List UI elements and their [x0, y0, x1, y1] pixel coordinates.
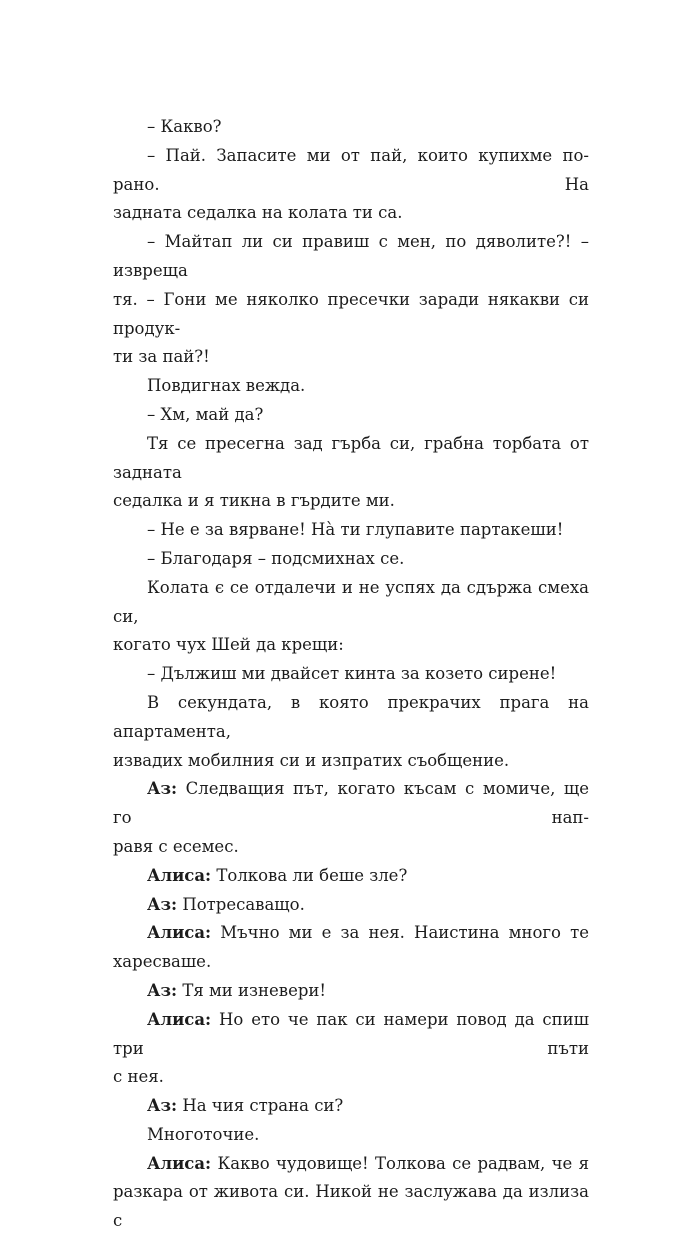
- message-text: Но ето че пак си намери повод да спиш три пъти: [113, 1009, 590, 1058]
- text-line: извадих мобилния си и изпратих съобщение.: [113, 750, 510, 770]
- text-line: – Майтап ли си правиш с мен, по дяволите?! – извреща: [113, 232, 589, 280]
- text-line: [113, 1006, 589, 1064]
- speaker-name: Аз:: [147, 894, 178, 914]
- text-line: В секундата, в която прекрачих прага на апартамента,: [113, 692, 589, 741]
- text-line: [113, 1150, 589, 1179]
- text-line: – Не е за вярване! Нà ти глупавите партакеши!: [147, 520, 564, 540]
- text-line: задната седалка на колата ти са.: [113, 203, 403, 223]
- message-text: Тя ми изневери!: [182, 980, 327, 1000]
- message-text: Потресаващо.: [182, 894, 305, 914]
- text-line: – Хм, май да?: [147, 404, 264, 424]
- message: [113, 1092, 589, 1121]
- paragraph: [113, 372, 589, 401]
- paragraph: [113, 228, 589, 372]
- text-line: тя. – Гони ме няколко пресечки заради някакви си продук-: [113, 289, 589, 338]
- message: [113, 775, 589, 861]
- text-line: седалка и я тикна в гърдите ми.: [113, 491, 395, 511]
- text-line: – Пай. Запасите ми от пай, които купихме по-рано. На: [113, 145, 589, 194]
- text-line: [113, 775, 589, 833]
- message-text: Мъчно ми е за нея. Наистина много те: [220, 923, 589, 943]
- text-line: [113, 919, 589, 948]
- speaker-name: Алиса:: [147, 1009, 212, 1029]
- text-line: [113, 891, 589, 920]
- text-line: Колата є се отдалечи и не успях да сдържа смеха си,: [113, 577, 589, 626]
- paragraph: [113, 401, 589, 430]
- paragraph: [113, 430, 589, 516]
- paragraph: [113, 516, 589, 545]
- speaker-name: Аз:: [147, 980, 178, 1000]
- paragraph: [113, 689, 589, 775]
- text-line: разкара от живота си. Никой не заслужава да излиза с: [113, 1182, 589, 1231]
- text-line: ти за пай?!: [113, 347, 210, 367]
- paragraph: [113, 660, 589, 689]
- book-page: [113, 113, 589, 1236]
- text-line: харесваше.: [113, 952, 212, 972]
- text-line: – Благодаря – подсмихнах се.: [147, 548, 405, 568]
- paragraph: [113, 113, 589, 142]
- speaker-name: Аз:: [147, 1096, 178, 1116]
- text-line: [113, 977, 589, 1006]
- message: [113, 891, 589, 920]
- paragraph: [113, 142, 589, 228]
- message-text: На чия страна си?: [182, 1096, 344, 1116]
- paragraph: [113, 545, 589, 574]
- speaker-name: Аз:: [147, 779, 178, 799]
- message: [113, 1150, 589, 1236]
- speaker-name: Алиса:: [147, 865, 212, 885]
- paragraph: [113, 574, 589, 660]
- text-line: Тя се пресегна зад гърба си, грабна торбата от задната: [113, 433, 589, 482]
- text-line: [113, 862, 589, 891]
- text-line: равя с есемес.: [113, 836, 239, 856]
- text-line: – Дължиш ми двайсет кинта за козето сирене!: [147, 664, 557, 684]
- text-line: Повдигнах вежда.: [147, 376, 306, 396]
- text-line: – Какво?: [147, 117, 222, 136]
- text-line: с нея.: [113, 1067, 164, 1087]
- message: [113, 977, 589, 1006]
- message-text: Какво чудовище! Толкова се радвам, че я: [217, 1153, 589, 1173]
- text-line: когато чух Шей да крещи:: [113, 635, 344, 655]
- text-line: [113, 1092, 589, 1121]
- message: [113, 1006, 589, 1092]
- speaker-name: Алиса:: [147, 923, 212, 943]
- message-text: Следващия път, когато късам с момиче, ще го нап-: [113, 779, 589, 828]
- message: [113, 919, 589, 977]
- speaker-name: Алиса:: [147, 1153, 212, 1173]
- paragraph: [113, 1121, 589, 1150]
- text-line: Многоточие.: [147, 1124, 260, 1144]
- message-text: Толкова ли беше зле?: [216, 865, 408, 885]
- message: [113, 862, 589, 891]
